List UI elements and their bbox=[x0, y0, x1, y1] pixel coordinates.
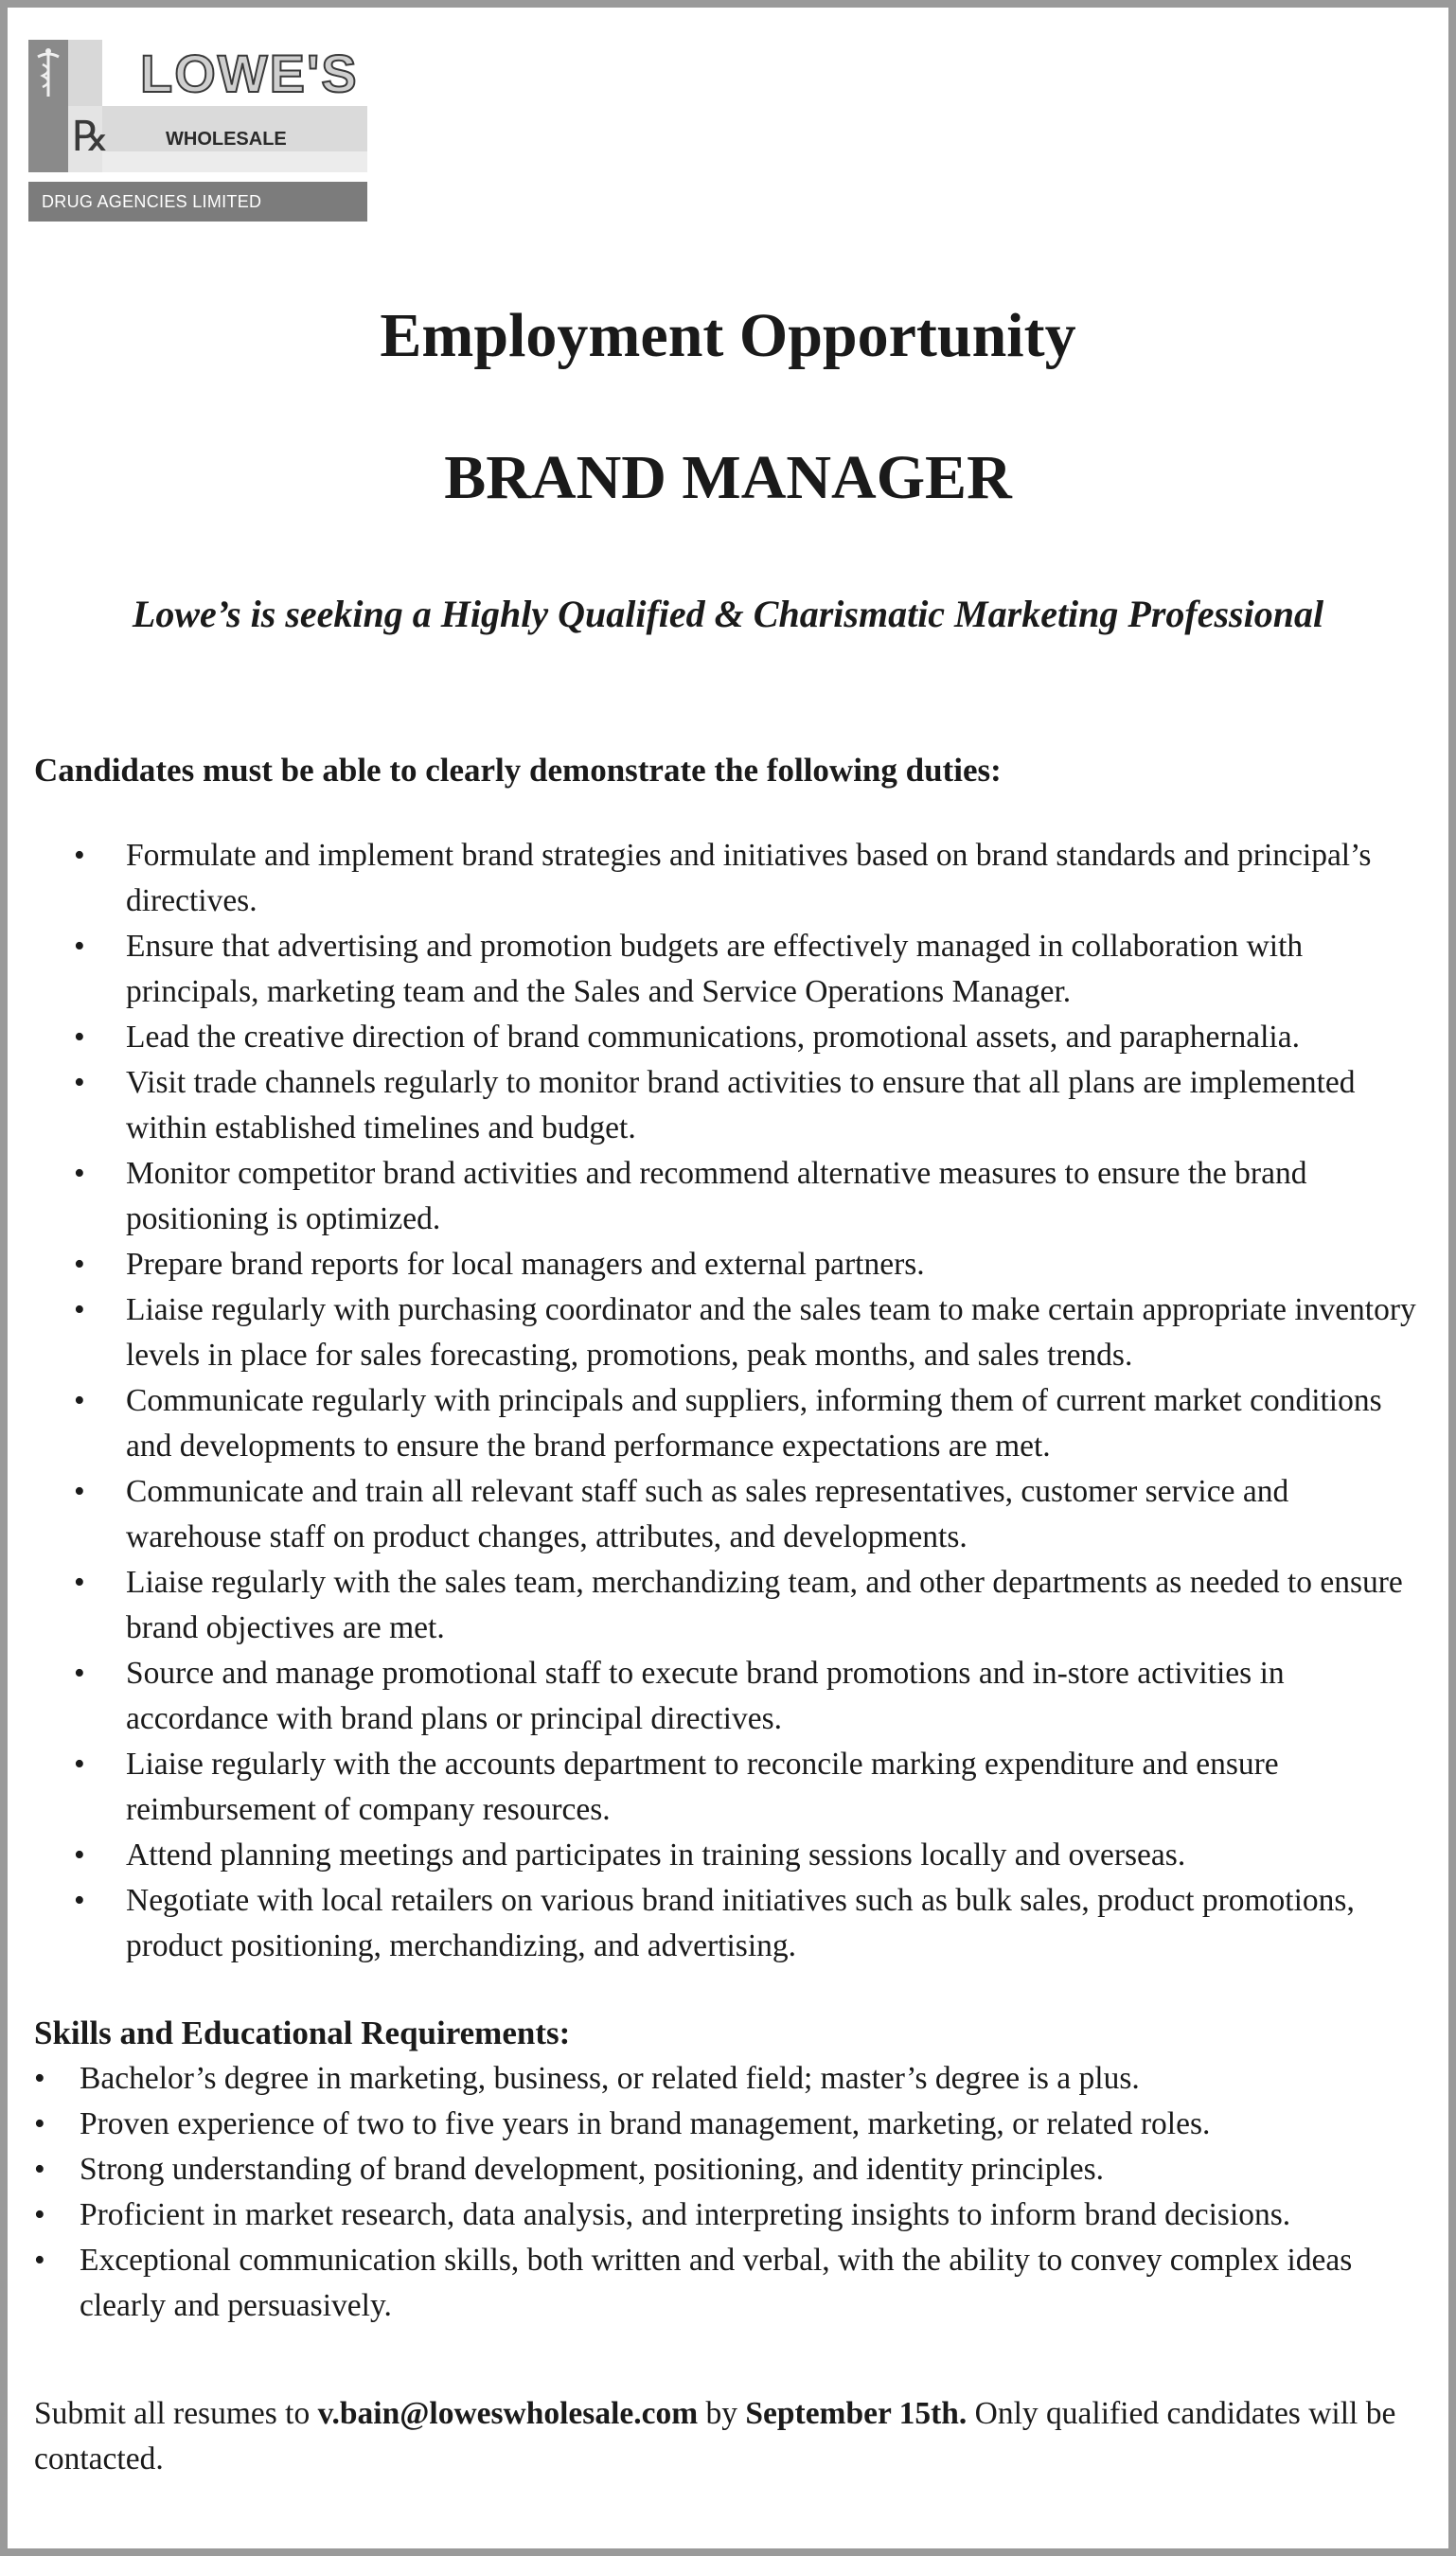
bullet-icon: • bbox=[34, 2106, 45, 2141]
list-item: • Liaise regularly with the accounts department to reconcile marking expenditure and ensure reimbursement of company resources. bbox=[0, 1742, 1456, 1833]
list-item: • Monitor competitor brand activities and recommend alternative measures to ensure the brand positioning is optimized. bbox=[0, 1151, 1456, 1242]
bullet-icon: • bbox=[74, 1292, 85, 1327]
list-item: • Communicate regularly with principals and suppliers, informing them of current market conditions and developments to ensure the brand performance expectations are met. bbox=[0, 1378, 1456, 1469]
bullet-icon: • bbox=[74, 1565, 85, 1600]
list-item: • Proven experience of two to five years in brand management, marketing, or related roles. bbox=[0, 2102, 1456, 2147]
bullet-icon: • bbox=[74, 838, 85, 873]
bullet-icon: • bbox=[74, 1883, 85, 1918]
list-item: • Negotiate with local retailers on various brand initiatives such as bulk sales, product promotions, product positioning, merchandizing, and advertising. bbox=[0, 1878, 1456, 1969]
list-item: • Exceptional communication skills, both written and verbal, with the ability to convey complex ideas clearly and persuasively. bbox=[0, 2238, 1456, 2329]
list-item: • Communicate and train all relevant staff such as sales representatives, customer service and warehouse staff on product changes, attributes, and developments. bbox=[0, 1469, 1456, 1560]
duties-list bbox=[0, 833, 1456, 1969]
logo-block bbox=[68, 40, 102, 106]
list-item: • Liaise regularly with the sales team, merchandizing team, and other departments as needed to ensure brand objectives are met. bbox=[0, 1560, 1456, 1651]
bullet-icon: • bbox=[34, 2243, 45, 2278]
list-item: • Visit trade channels regularly to monitor brand activities to ensure that all plans are implemented within established timelines and budget. bbox=[0, 1060, 1456, 1151]
bullet-icon: • bbox=[74, 1247, 85, 1282]
rx-symbol: ℞ bbox=[72, 114, 110, 160]
bullet-icon: • bbox=[34, 2197, 45, 2232]
list-item: • Bachelor’s degree in marketing, business, or related field; master’s degree is a plus. bbox=[0, 2056, 1456, 2102]
list-item: • Proficient in market research, data analysis, and interpreting insights to inform brand decisions. bbox=[0, 2192, 1456, 2238]
logo-wholesale: WHOLESALE bbox=[166, 129, 287, 150]
page-title: Employment Opportunity bbox=[380, 301, 1076, 370]
list-item: • Formulate and implement brand strategies and initiatives based on brand standards and principal’s directives. bbox=[0, 833, 1456, 924]
list-item: • Strong understanding of brand development, positioning, and identity principles. bbox=[0, 2147, 1456, 2192]
bullet-icon: • bbox=[74, 1383, 85, 1418]
bullet-icon: • bbox=[74, 929, 85, 964]
bullet-icon: • bbox=[74, 1020, 85, 1055]
email-address[interactable]: v.bain@loweswholesale.com bbox=[317, 2396, 699, 2431]
logo-brand-name: LOWE'S bbox=[140, 44, 359, 103]
duties-heading: Candidates must be able to clearly demonstrate the following duties: bbox=[34, 752, 1002, 789]
caduceus-icon bbox=[36, 47, 61, 98]
company-logo bbox=[28, 40, 367, 222]
bullet-icon: • bbox=[74, 1065, 85, 1100]
bullet-icon: • bbox=[74, 1837, 85, 1873]
tagline: Lowe’s is seeking a Highly Qualified & Charismatic Marketing Professional bbox=[132, 593, 1324, 635]
list-item: • Source and manage promotional staff to execute brand promotions and in-store activities in accordance with brand plans or principal directives. bbox=[0, 1651, 1456, 1742]
position-title: BRAND MANAGER bbox=[444, 443, 1012, 512]
submit-instructions: Submit all resumes to v.bain@loweswholesale.com by September 15th. Only qualified candidates will be contacted. bbox=[34, 2396, 1396, 2476]
list-item: • Ensure that advertising and promotion budgets are effectively managed in collaboration with principals, marketing team and the Sales and Service Operations Manager. bbox=[0, 924, 1456, 1015]
bullet-icon: • bbox=[34, 2152, 45, 2187]
logo-block bbox=[28, 106, 68, 172]
bullet-icon: • bbox=[74, 1747, 85, 1782]
list-item: • Liaise regularly with purchasing coordinator and the sales team to make certain appropriate inventory levels in place for sales forecasting, promotions, peak months, and sales trends. bbox=[0, 1287, 1456, 1378]
bullet-icon: • bbox=[74, 1156, 85, 1191]
list-item: • Attend planning meetings and participates in training sessions locally and overseas. bbox=[0, 1833, 1456, 1878]
skills-heading: Skills and Educational Requirements: bbox=[34, 2015, 571, 2051]
logo-band bbox=[102, 151, 367, 172]
deadline: September 15th. bbox=[745, 2396, 968, 2431]
skills-list bbox=[0, 2056, 1456, 2329]
bullet-icon: • bbox=[74, 1474, 85, 1509]
bullet-icon: • bbox=[34, 2061, 45, 2096]
logo-company-name: DRUG AGENCIES LIMITED bbox=[28, 182, 367, 222]
list-item: • Prepare brand reports for local managers and external partners. bbox=[0, 1242, 1456, 1287]
bullet-icon: • bbox=[74, 1656, 85, 1691]
list-item: • Lead the creative direction of brand communications, promotional assets, and paraphernalia. bbox=[0, 1015, 1456, 1060]
